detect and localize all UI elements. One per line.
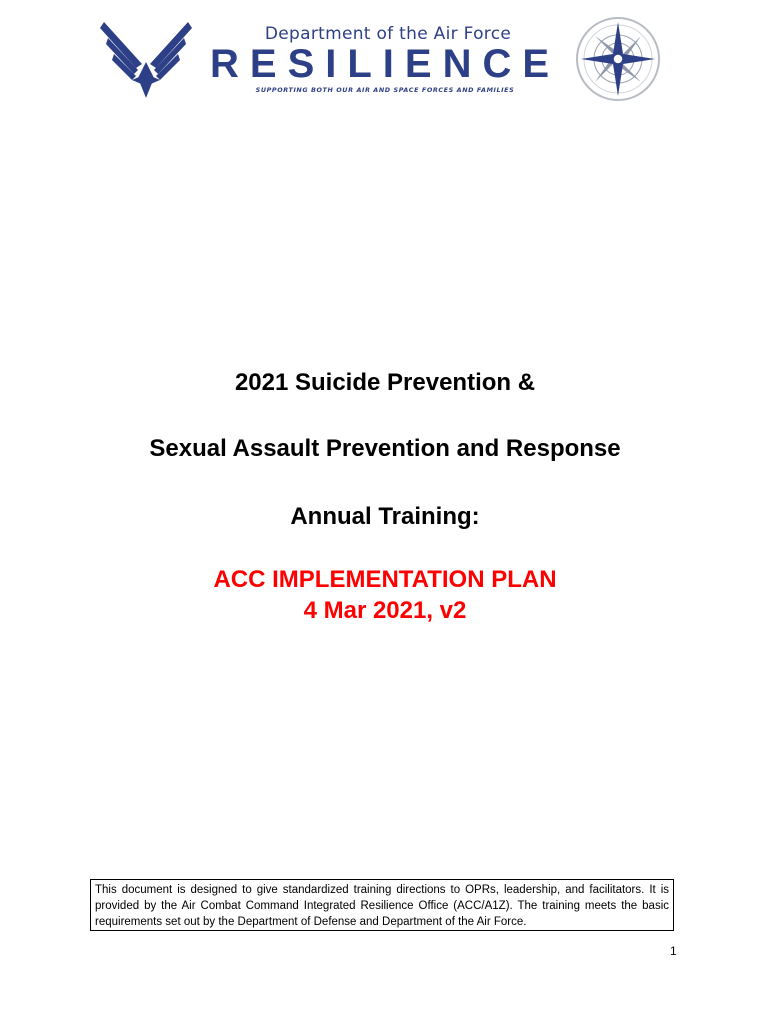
purpose-notice-box: This document is designed to give standardized training directions to OPRs, leadership, and facilitators. It is provided by the Air Combat Command Integrated Resilience Office (ACC/A1Z). The training meets the basic requirements set out by the Department of Defense and Department of the Air Force. (90, 879, 674, 931)
air-force-wings-icon (98, 18, 194, 100)
resilience-banner (210, 24, 560, 100)
title-line-1: 2021 Suicide Prevention & (234, 369, 536, 396)
document-header (0, 0, 770, 110)
version-date: 4 Mar 2021, v2 (303, 597, 467, 624)
title-line-3: Annual Training: (290, 503, 480, 530)
compass-rose-icon (575, 16, 661, 102)
page-number: 1 (670, 944, 677, 958)
title-line-2: Sexual Assault Prevention and Response (149, 435, 621, 462)
program-title: RESILIENCE (210, 42, 561, 86)
department-name: Department of the Air Force (264, 24, 512, 44)
implementation-plan-heading: ACC IMPLEMENTATION PLAN (213, 566, 557, 593)
program-tagline: SUPPORTING BOTH OUR AIR AND SPACE FORCES AND FAMILIES (255, 86, 515, 94)
